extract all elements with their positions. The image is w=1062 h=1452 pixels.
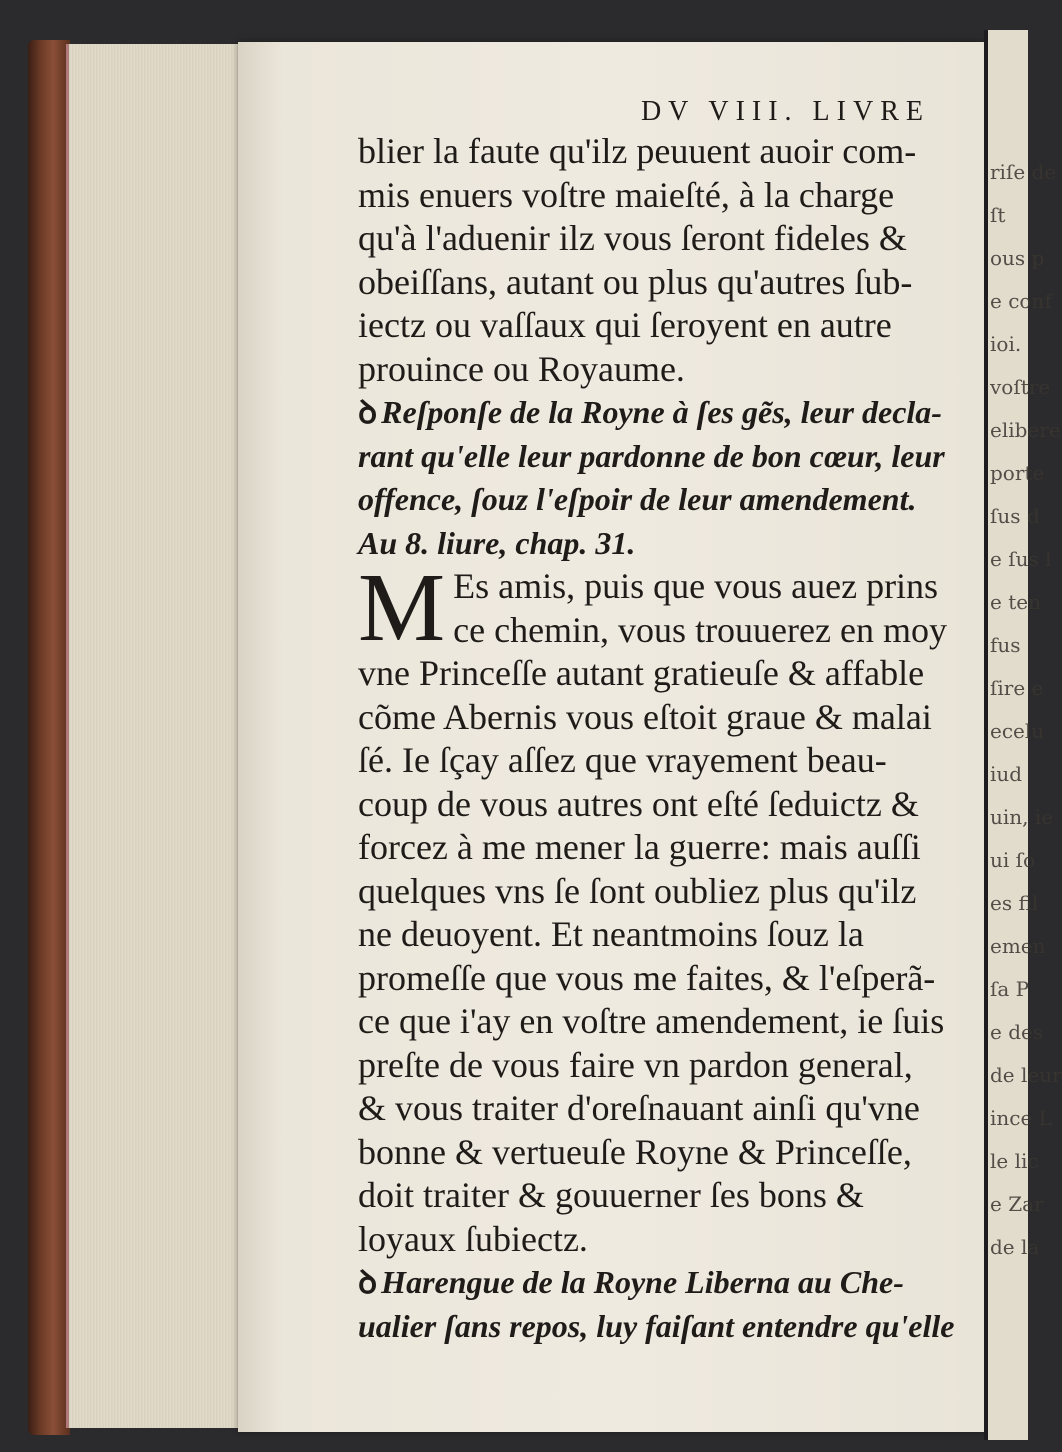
pilcrow-icon: ꝺ [358,394,378,430]
facing-page-fragment: le lic [990,1149,1039,1173]
text-line: qu'à l'aduenir ilz vous ſeront fideles & [358,218,907,258]
facing-page-fragment: voſtre [990,375,1051,399]
page-text [358,96,958,1348]
facing-page-fragment: de la [990,1235,1040,1259]
text-line: cõme Abernis vous eſtoit graue & malai [358,696,932,737]
heading-line: offence, ſouz l'eſpoir de leur amendement. [358,481,917,517]
paragraph-2-opening [358,554,958,662]
text-line: preſte de vous faire vn pardon general, [358,1044,913,1085]
facing-page-fragment: porte [990,461,1045,485]
facing-page-fragment: ince L [990,1106,1052,1130]
text-line: & vous traiter d'oreſnauant ainſi qu'vne [358,1088,920,1128]
section-heading-1 [358,391,958,565]
heading-line: ualier ſans repos, luy faiſant entendre qu'elle [358,1307,955,1344]
facing-page-fragment: fus [990,633,1021,657]
running-header: DV VIII. LIVRE [640,96,930,127]
text-line: iectz ou vaſſaux qui ſeroyent en autre [358,305,892,345]
heading-line: ꝺ Harengue de la Royne Liberna au Che- [358,1264,904,1300]
text-line: coup de vous autres ont eſté ſeduictz & [358,783,919,824]
text-line: mis enuers voſtre maieſté, à la charge [358,174,895,215]
book-binding [28,40,70,1435]
facing-page-fragment: ecelu [990,719,1045,743]
page-edges [66,44,247,1428]
facing-page-fragment: e Zar [990,1192,1044,1216]
text-line: blier la faute qu'ilz peuuent auoir com- [358,131,917,171]
section-heading-2 [358,1261,958,1348]
text-line: promeſſe que vous me faites, & l'eſperã- [358,957,936,998]
text-line: obeiſſans, autant ou plus qu'autres ſub- [358,261,913,302]
facing-page-fragment: emen [990,934,1046,958]
text-line: ſé. Ie ſçay aſſez que vrayement beau- [358,740,887,780]
facing-page-edge [984,30,1062,1440]
facing-page-fragment: uin, ie [990,805,1054,829]
text-line: vne Princeſſe autant gratieuſe & affable [358,653,925,693]
text-line: Es amis, puis que vous auez prins [453,566,939,606]
facing-page-fragment: es fil [990,891,1039,915]
facing-page-fragment: ui ſo [990,848,1036,872]
text-line: forcez à me mener la guerre: mais auſſi [358,827,921,867]
facing-page-fragment: ſus d [990,504,1040,528]
paragraph-1 [358,130,958,391]
text-line: ne deuoyent. Et neantmoins ſouz la [358,914,864,954]
facing-page-fragment: elibere [990,418,1061,442]
facing-page-fragment: ioi. [990,332,1022,356]
facing-page-fragment: de leur [990,1063,1062,1087]
facing-page-fragment: ſt [990,203,1006,227]
heading-line: ꝺ Reſponſe de la Royne à ſes gẽs, leur decla- [358,394,942,430]
facing-page-fragment: e ten [990,590,1041,614]
text-line: ce chemin, vous trouuerez en moy [453,609,947,650]
facing-page-fragment: e ſus l [990,547,1052,571]
text-line: prouince ou Royaume. [358,348,685,389]
facing-page-fragment: riſe de [990,160,1057,184]
facing-page-fragment: e conf [990,289,1052,313]
text-line: doit traiter & gouuerner ſes bons & [358,1175,864,1215]
text-line: loyaux ſubiectz. [358,1218,588,1259]
text-line: quelques vns ſe ſont oubliez plus qu'ilz [358,870,917,911]
heading-line: rant qu'elle leur pardonne de bon cœur, leur [358,437,945,474]
pilcrow-icon: ꝺ [358,1264,378,1300]
facing-page-fragment: iud [990,762,1023,786]
facing-page-fragment: ſa P [990,977,1030,1001]
text-line: bonne & vertueuſe Royne & Princeſſe, [358,1131,912,1172]
facing-page-fragment: ous p [990,246,1045,270]
drop-cap: M [358,554,446,662]
facing-page-fragment: ſire e [990,676,1044,700]
paragraph-2 [358,652,958,1261]
heading-line: Au 8. liure, chap. 31. [358,524,636,561]
facing-page-fragment: e des [990,1020,1044,1044]
text-line: ce que i'ay en voſtre amendement, ie ſuis [358,1001,945,1041]
